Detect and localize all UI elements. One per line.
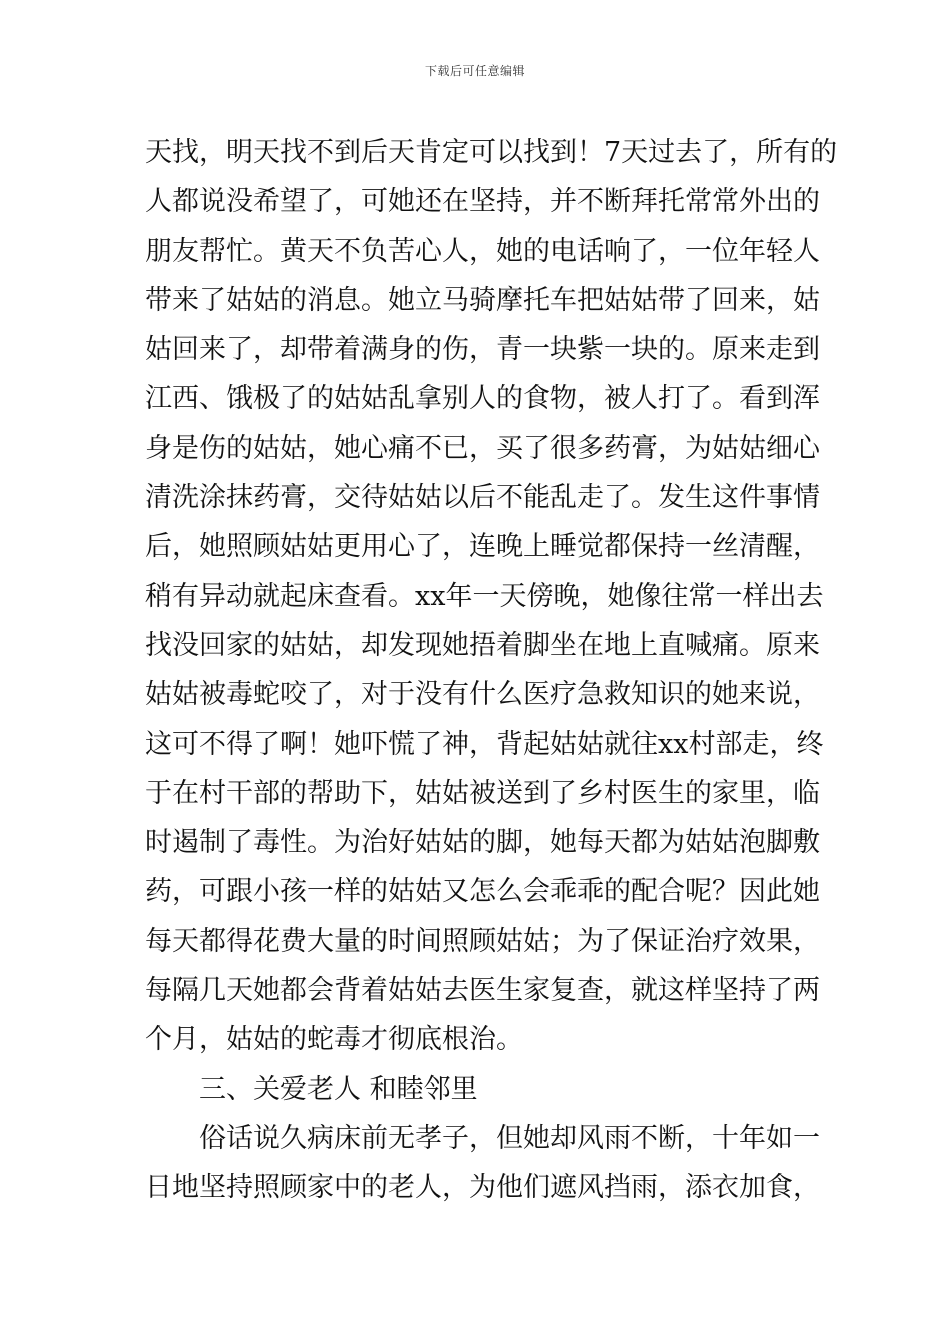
page-header: 下载后可任意编辑 <box>424 64 525 78</box>
text-line: 找没回家的姑姑，却发现她捂着脚坐在地上直喊痛。原来 <box>145 629 820 661</box>
text-line: 后，她照顾姑姑更用心了，连晚上睡觉都保持一丝清醒， <box>145 531 820 563</box>
text-line: 人都说没希望了，可她还在坚持，并不断拜托常常外出的 <box>145 186 820 218</box>
text-line: 清洗涂抹药膏，交待姑姑以后不能乱走了。发生这件事情 <box>145 482 820 514</box>
text-line: 稍有异动就起床查看。xx年一天傍晚，她像往常一样出去 <box>145 580 824 612</box>
document-body <box>145 128 838 1213</box>
text-line: 带来了姑姑的消息。她立马骑摩托车把姑姑带了回来，姑 <box>145 284 820 316</box>
section-heading: 三、关爱老人 和睦邻里 <box>199 1073 478 1105</box>
text-line: 每隔几天她都会背着姑姑去医生家复查，就这样坚持了两 <box>145 975 820 1007</box>
text-line: 每天都得花费大量的时间照顾姑姑；为了保证治疗效果， <box>145 925 820 957</box>
text-line: 这可不得了啊！她吓慌了神，背起姑姑就往xx村部走，终 <box>145 728 824 760</box>
text-line: 姑回来了，却带着满身的伤，青一块紫一块的。原来走到 <box>145 334 820 366</box>
text-line: 时遏制了毒性。为治好姑姑的脚，她每天都为姑姑泡脚敷 <box>145 827 820 859</box>
text-line: 药，可跟小孩一样的姑姑又怎么会乖乖的配合呢？因此她 <box>145 876 820 908</box>
text-line: 姑姑被毒蛇咬了，对于没有什么医疗急救知识的她来说， <box>145 679 820 711</box>
text-line: 朋友帮忙。黄天不负苦心人，她的电话响了，一位年轻人 <box>145 235 820 267</box>
text-line: 天找，明天找不到后天肯定可以找到！7天过去了，所有的 <box>145 137 838 168</box>
text-line: 俗话说久病床前无孝子，但她却风雨不断，十年如一 <box>199 1122 820 1154</box>
text-line: 日地坚持照顾家中的老人，为他们遮风挡雨，添衣加食， <box>145 1172 820 1204</box>
text-line: 于在村干部的帮助下，姑姑被送到了乡村医生的家里，临 <box>145 777 820 809</box>
text-line: 身是伤的姑姑，她心痛不已，买了很多药膏，为姑姑细心 <box>145 432 820 464</box>
text-line: 个月，姑姑的蛇毒才彻底根治。 <box>145 1024 523 1056</box>
text-line: 江西、饿极了的姑姑乱拿别人的食物，被人打了。看到浑 <box>145 383 820 415</box>
